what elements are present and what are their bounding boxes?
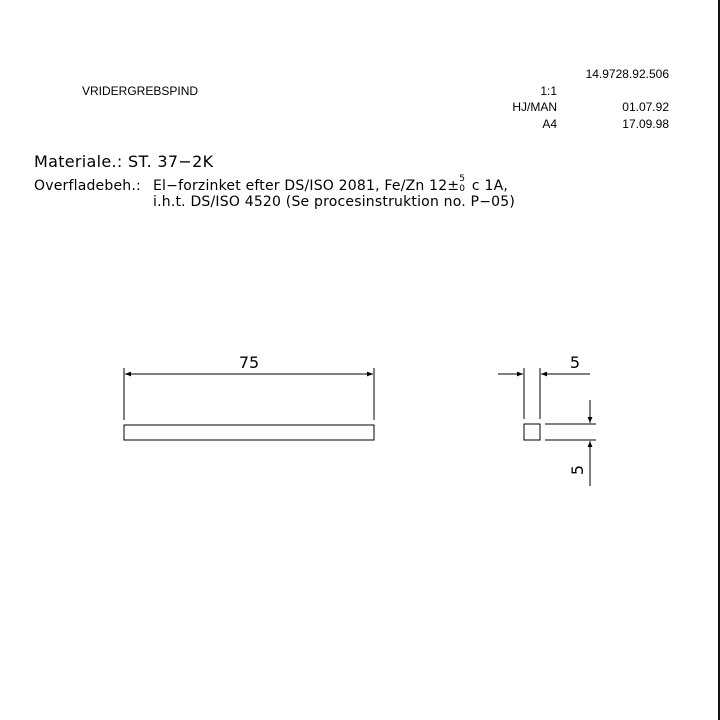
tolerance-lower: 0 <box>459 184 466 194</box>
bar-section-outline <box>524 424 540 440</box>
drawn-date: 01.07.92 <box>622 100 669 114</box>
part-name: VRIDERGREBSPIND <box>82 84 199 98</box>
revised-date: 17.09.98 <box>622 117 669 131</box>
material-value: ST. 37−2K <box>128 152 214 171</box>
surface-treatment-line-2: i.h.t. DS/ISO 4520 (Se procesinstruktion no. P−05) <box>153 194 516 210</box>
height-dimension: 5 <box>568 464 587 476</box>
bar-side-outline <box>124 425 374 440</box>
length-dimension: 75 <box>238 353 260 372</box>
tolerance-upper: 5 <box>459 174 466 184</box>
paper-size: A4 <box>542 117 557 131</box>
surface-line1-text: El−forzinket efter DS/ISO 2081, Fe/Zn 12± <box>153 178 460 194</box>
drawing-number: 14.9728.92.506 <box>585 67 669 81</box>
front-view <box>124 353 374 440</box>
material-label: Materiale.: <box>34 152 123 171</box>
drawn-by: HJ/MAN <box>512 100 557 114</box>
width-dimension: 5 <box>569 353 581 372</box>
end-view <box>498 353 596 486</box>
surface-treatment-label: Overfladebeh.: <box>34 178 141 194</box>
surface-line1-suffix: c 1A, <box>467 178 509 194</box>
scale: 1:1 <box>540 84 557 98</box>
